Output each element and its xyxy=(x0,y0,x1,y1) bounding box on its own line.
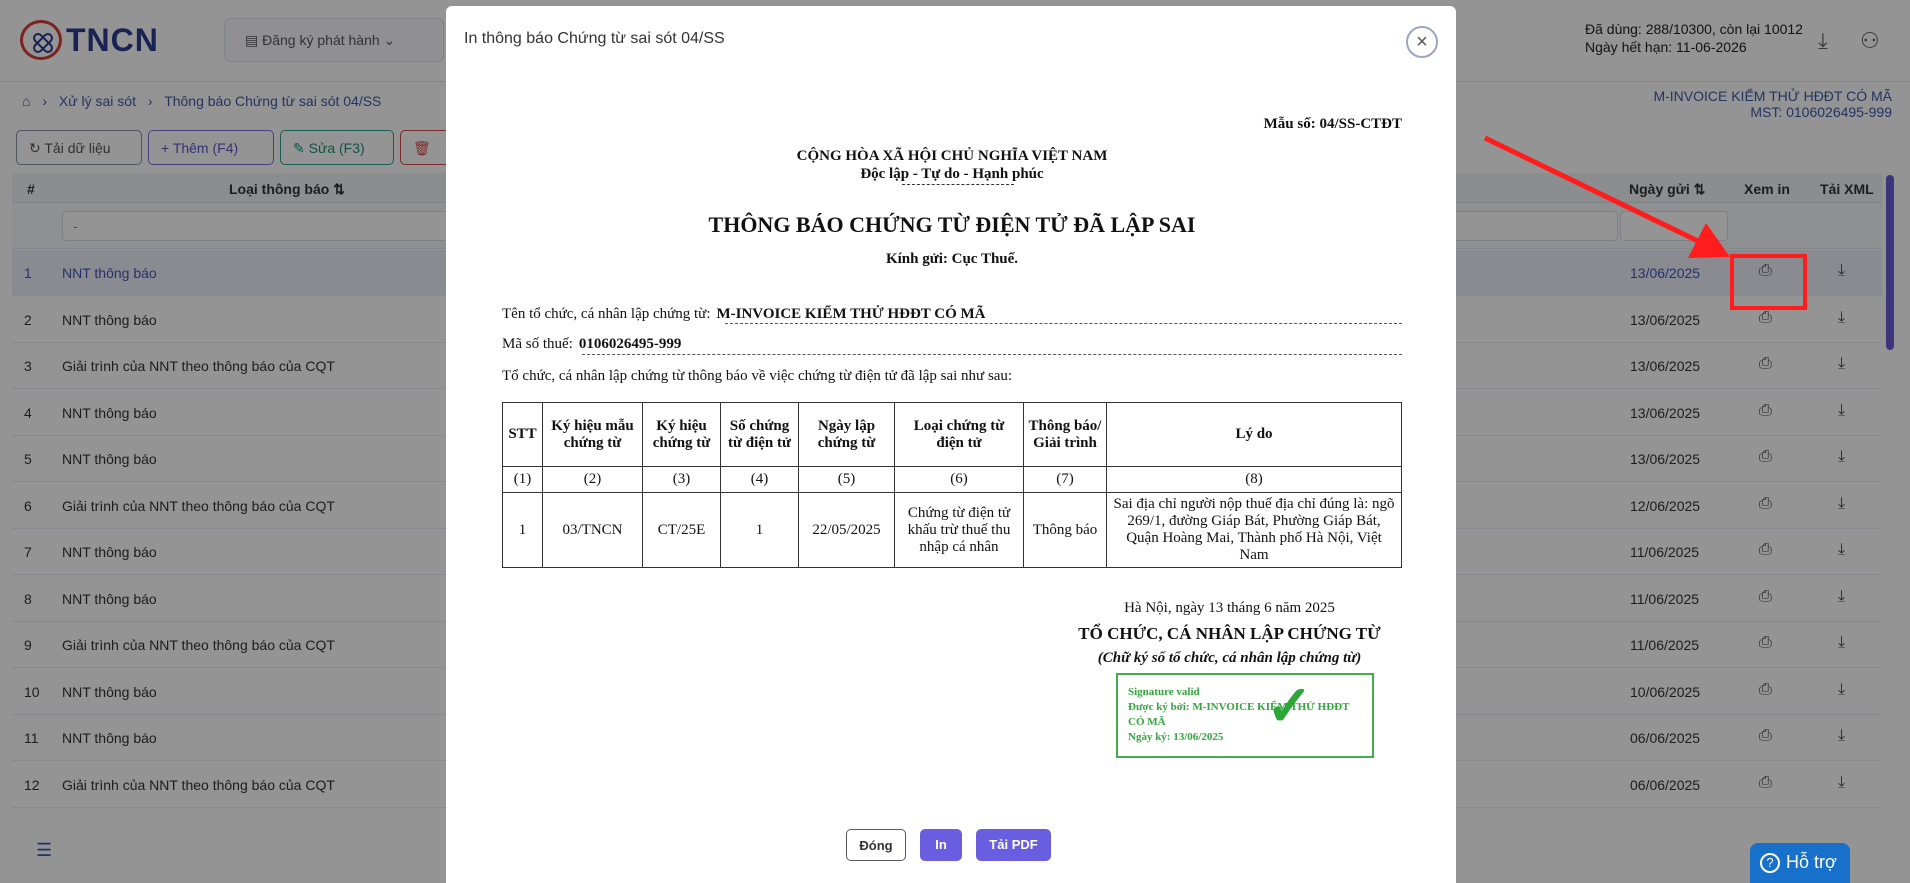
print-preview-modal xyxy=(446,6,1456,883)
download-icon[interactable]: ⤓ xyxy=(1838,727,1846,744)
row-type: Giải trình của NNT theo thông báo của CQT xyxy=(62,776,335,793)
checkmark-icon: ✓ xyxy=(1266,676,1313,738)
dotted-line xyxy=(582,354,1402,355)
signature-signer: Được ký bởi: M-INVOICE KIỂM THỬ HĐĐT CÓ MÃ xyxy=(1128,701,1350,728)
download-icon[interactable]: ⤓ xyxy=(1838,541,1846,558)
document-icon: ▤ xyxy=(245,32,263,48)
row-date: 13/06/2025 xyxy=(1630,311,1701,328)
row-date: 13/06/2025 xyxy=(1630,358,1701,374)
usage-count: Đã dùng: 288/10300, còn lại 10012 xyxy=(1585,21,1803,37)
recipient: Kính gửi: Cục Thuế. xyxy=(885,251,1019,267)
row-date: 12/06/2025 xyxy=(1630,497,1701,514)
breadcrumb-item-thong-bao[interactable]: Thông báo Chứng từ sai sót 04/SS xyxy=(164,93,382,109)
row-number: 11 xyxy=(24,730,39,746)
row-type: Giải trình của NNT theo thông báo của CQT xyxy=(62,358,335,374)
menu-label: Đăng ký phát hành xyxy=(262,32,380,48)
document-heading: THÔNG BÁO CHỨNG TỪ ĐIỆN TỬ ĐÃ LẬP SAI xyxy=(708,212,1196,237)
company-mst: MST: 0106026495-999 xyxy=(1750,104,1892,120)
signature-date: Ngày ký: 13/06/2025 xyxy=(1128,731,1224,743)
question-icon: ? xyxy=(1760,853,1780,873)
row-type: Giải trình của NNT theo thông báo của CQT xyxy=(62,497,335,514)
print-icon[interactable]: ⎙ xyxy=(1759,355,1772,372)
expiry-date: Ngày hết hạn: 11-06-2026 xyxy=(1585,39,1747,55)
th-stt: STT xyxy=(503,403,543,467)
row-type: Giải trình của NNT theo thông báo của CQT xyxy=(62,637,335,653)
add-button[interactable]: + Thêm (F4) xyxy=(148,130,274,165)
row-number: 8 xyxy=(24,590,32,607)
edit-button[interactable]: ✎ Sửa (F3) xyxy=(280,130,394,165)
row-type: NNT thông báo xyxy=(62,451,157,467)
row-type: NNT thông báo xyxy=(62,544,157,560)
row-type: NNT thông báo xyxy=(62,311,157,328)
user-icon[interactable]: ⚇ xyxy=(1860,28,1880,53)
print-icon[interactable]: ⎙ xyxy=(1759,448,1772,465)
row-date: 11/06/2025 xyxy=(1630,590,1700,607)
download-icon[interactable]: ⤓ xyxy=(1838,587,1846,605)
col-header-view: Xem in xyxy=(1744,181,1790,197)
print-icon[interactable]: ⎙ xyxy=(1759,541,1772,558)
help-button[interactable]: ? Hỗ trợ xyxy=(1750,843,1850,883)
row-number: 2 xyxy=(24,311,32,328)
pencil-icon: ✎ xyxy=(293,140,309,156)
divider xyxy=(902,184,1014,185)
th-ky-hieu-mau: Ký hiệu mẫu chứng từ xyxy=(543,403,643,467)
place-date: Hà Nội, ngày 13 tháng 6 năm 2025 xyxy=(1124,600,1335,616)
download-icon[interactable]: ⤓ xyxy=(1838,773,1846,791)
download-icon[interactable]: ⤓ xyxy=(1838,308,1846,326)
close-button[interactable]: Đóng xyxy=(846,829,906,861)
row-type: NNT thông báo xyxy=(62,683,157,700)
plus-icon: + xyxy=(161,140,173,156)
th-ly-do: Lý do xyxy=(1107,403,1402,467)
error-table xyxy=(502,402,1402,568)
row-date: 13/06/2025 xyxy=(1630,404,1701,421)
org-line xyxy=(502,306,1402,323)
signer-title: TỔ CHỨC, CÁ NHÂN LẬP CHỨNG TỪ xyxy=(1078,624,1381,643)
red-arrow-annotation xyxy=(1480,135,1740,265)
motto: Độc lập - Tự do - Hạnh phúc xyxy=(860,166,1044,182)
refresh-icon: ↻ xyxy=(29,140,45,156)
row-date: 13/06/2025 xyxy=(1630,451,1701,467)
reload-button[interactable]: ↻ Tải dữ liệu xyxy=(16,130,142,165)
download-icon[interactable]: ⤓ xyxy=(1838,401,1846,419)
row-type: NNT thông báo xyxy=(62,590,157,607)
tax-line xyxy=(502,336,1402,353)
sort-icon[interactable]: ⇅ xyxy=(1693,181,1706,197)
row-number: 9 xyxy=(24,637,32,653)
print-icon[interactable]: ⎙ xyxy=(1759,773,1772,791)
home-icon[interactable]: ⌂ xyxy=(22,93,31,109)
row-number: 10 xyxy=(24,683,40,700)
table-header-row xyxy=(503,403,1402,467)
chevron-down-icon: ⌄ xyxy=(379,32,396,48)
row-date: 06/06/2025 xyxy=(1630,730,1701,746)
chevron-right-icon: › xyxy=(42,93,48,109)
col-header-xml: Tải XML xyxy=(1820,181,1874,197)
download-icon[interactable]: ⤓ xyxy=(1838,355,1846,372)
column-number-row: (1) (2) (3) (4) (5) (6) (7) (8) xyxy=(503,467,1402,493)
print-button[interactable]: In xyxy=(920,829,962,861)
nation-title: CỘNG HÒA XÃ HỘI CHỦ NGHĨA VIỆT NAM xyxy=(796,148,1108,164)
sort-icon[interactable]: ⇅ xyxy=(333,181,345,197)
row-type: NNT thông báo xyxy=(62,730,157,746)
print-icon[interactable]: ⎙ xyxy=(1759,587,1772,605)
type-filter-input[interactable]: - xyxy=(62,211,1618,241)
download-icon[interactable]: ⤓ xyxy=(1818,28,1828,53)
signer-note: (Chữ ký số tổ chức, cá nhân lập chứng từ) xyxy=(1097,650,1362,666)
breadcrumb-item-xu-ly-sai-sot[interactable]: Xử lý sai sót xyxy=(58,93,136,109)
th-thong-bao: Thông báo/ Giải trình xyxy=(1024,403,1107,467)
print-icon[interactable]: ⎙ xyxy=(1759,308,1772,326)
th-loai: Loại chứng từ điện tử xyxy=(895,403,1024,467)
print-icon[interactable]: ⎙ xyxy=(1759,401,1772,419)
tax-label: Mã số thuế: xyxy=(502,336,573,352)
intro-text: Tổ chức, cá nhân lập chứng từ thông báo về việc chứng từ điện tử đã lập sai như sau: xyxy=(502,368,1013,384)
row-type: NNT thông báo xyxy=(62,404,157,421)
row-date: 13/06/2025 xyxy=(1630,265,1701,281)
download-icon[interactable]: ⤓ xyxy=(1838,680,1846,698)
print-icon[interactable]: ⎙ xyxy=(1759,494,1772,512)
row-number: 6 xyxy=(24,497,32,514)
row-number: 3 xyxy=(24,358,32,374)
download-icon[interactable]: ⤓ xyxy=(1838,448,1846,465)
row-number: 5 xyxy=(24,451,32,467)
th-so-chung-tu: Số chứng từ điện tử xyxy=(721,403,799,467)
row-date: 11/06/2025 xyxy=(1630,544,1700,560)
col-header-date[interactable]: Ngày gửi ⇅ xyxy=(1629,181,1706,197)
download-icon[interactable]: ⤓ xyxy=(1838,634,1846,651)
digital-signature-box xyxy=(1116,673,1374,758)
close-icon[interactable]: × xyxy=(1406,26,1438,58)
row-date: 10/06/2025 xyxy=(1630,683,1701,700)
row-date: 11/06/2025 xyxy=(1630,637,1700,653)
row-date: 06/06/2025 xyxy=(1630,776,1701,793)
company-name: M-INVOICE KIỂM THỬ HĐĐT CÓ MÃ xyxy=(1653,88,1892,104)
download-pdf-button[interactable]: Tải PDF xyxy=(976,829,1051,861)
row-number: 1 xyxy=(24,265,32,281)
chevron-right-icon: › xyxy=(147,93,153,109)
list-icon[interactable]: ☰ xyxy=(36,840,53,860)
form-number: Mẫu số: 04/SS-CTĐT xyxy=(1263,116,1402,132)
download-icon[interactable]: ⤓ xyxy=(1838,262,1846,279)
modal-title: In thông báo Chứng từ sai sót 04/SS xyxy=(464,30,725,47)
org-label: Tên tổ chức, cá nhân lập chứng từ: xyxy=(502,306,711,322)
trash-icon: 🗑 xyxy=(413,140,431,156)
red-highlight-box xyxy=(1730,254,1807,310)
table-row: 1 03/TNCN CT/25E 1 22/05/2025 Chứng từ điện tử khấu trừ thuế thu nhập cá nhân Thông báo Sai địa chỉ người nộp thuế địa chỉ đúng là: ngõ 269/1, đường Giáp Bát, Phường Giáp Bát, Quận Hoàng Mai, Thành phố Hà Nội, Việt Nam xyxy=(503,493,1402,568)
row-number: 7 xyxy=(24,544,32,560)
logo-text: TNCN xyxy=(66,22,159,58)
org-value: M-INVOICE KIỂM THỬ HĐĐT CÓ MÃ xyxy=(716,306,986,322)
dotted-line xyxy=(725,323,1402,324)
row-number: 12 xyxy=(24,776,40,793)
download-icon[interactable]: ⤓ xyxy=(1838,494,1846,512)
print-icon[interactable]: ⎙ xyxy=(1759,680,1772,698)
print-icon[interactable]: ⎙ xyxy=(1759,634,1772,651)
col-header-type[interactable]: Loại thông báo ⇅ xyxy=(229,181,345,197)
col-header-num: # xyxy=(27,181,35,197)
signature-status: Signature valid xyxy=(1128,686,1200,698)
tax-value: 0106026495-999 xyxy=(578,336,682,352)
row-number: 4 xyxy=(24,404,32,421)
row-type: NNT thông báo xyxy=(62,265,157,281)
print-icon[interactable]: ⎙ xyxy=(1759,262,1772,279)
th-ngay-lap: Ngày lập chứng từ xyxy=(799,403,895,467)
print-icon[interactable]: ⎙ xyxy=(1759,727,1772,744)
th-ky-hieu: Ký hiệu chứng từ xyxy=(643,403,721,467)
